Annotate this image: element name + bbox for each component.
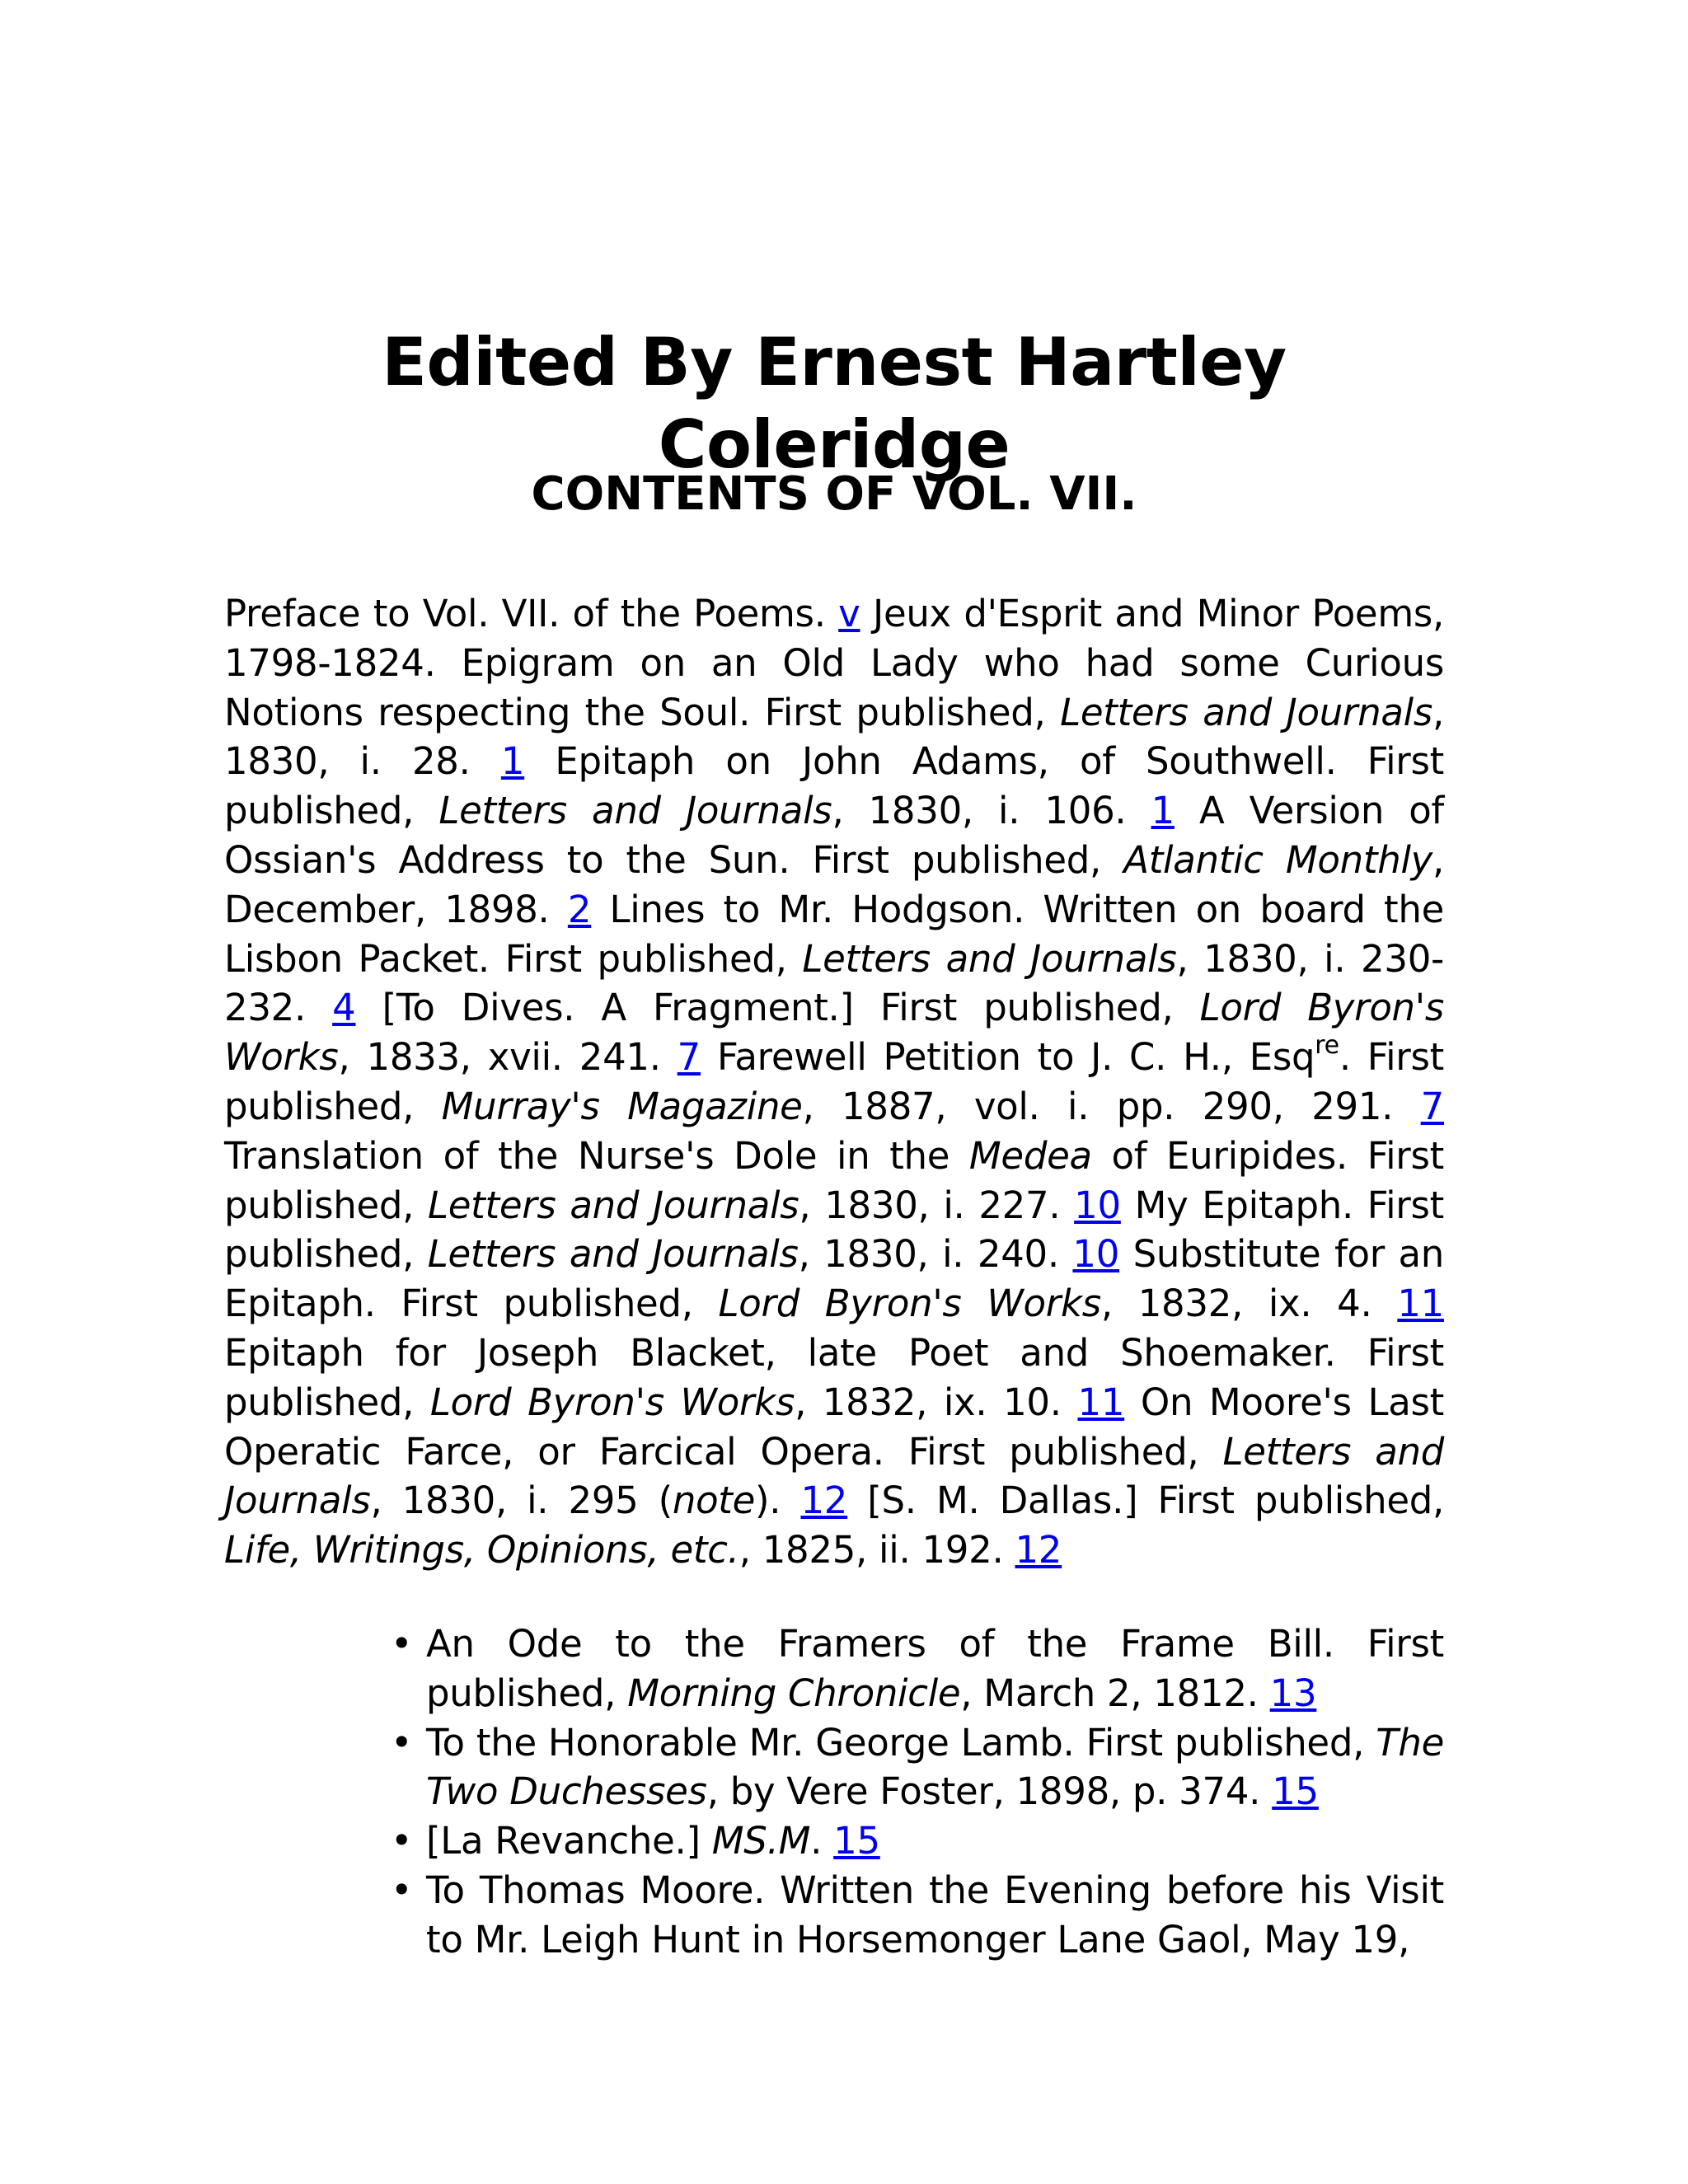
page-link[interactable]: 1 — [1151, 789, 1175, 833]
contents-paragraph — [224, 589, 1444, 1575]
page-link[interactable]: 2 — [567, 887, 592, 931]
entry-text: . First published, — [224, 1035, 1444, 1128]
page-link[interactable]: 15 — [833, 1819, 880, 1863]
source-title: MS.M — [711, 1819, 811, 1863]
entry-text: Translation of the Nurse's Dole in the — [224, 1133, 969, 1178]
page-link[interactable]: 10 — [1074, 1183, 1121, 1227]
page-link[interactable]: 12 — [800, 1479, 848, 1523]
entry-text: , 1833, xvii. 241. — [338, 1035, 678, 1080]
entry-text: . — [810, 1819, 834, 1863]
entry-text: ). — [755, 1479, 801, 1523]
source-title: Letters and Journals — [1060, 690, 1432, 734]
source-title: Letters and Journals — [438, 789, 832, 833]
entry-text: of Euripides. First published, — [224, 1133, 1444, 1227]
entry-text: , 1830, i. 227. — [799, 1183, 1075, 1227]
page-link[interactable]: 11 — [1397, 1282, 1444, 1326]
source-title: Morning Chronicle — [627, 1671, 961, 1715]
entry-text: , March 2, 1812. — [960, 1671, 1270, 1715]
page-link[interactable]: 11 — [1077, 1380, 1125, 1424]
entry-text: [S. M. Dallas.] First published, — [847, 1479, 1445, 1523]
entry-text: Jeux d'Esprit and Minor Poems, 1798-1824. Epigram on an Old Lady who had some Curious Notions respecting the Soul. First published, — [224, 592, 1444, 734]
entry-text: Lines to Mr. Hodgson. Written on board the Lisbon Packet. First published, — [224, 887, 1444, 981]
page-link[interactable]: 7 — [1420, 1084, 1444, 1128]
entry-text: , 1830, i. 106. — [832, 789, 1151, 833]
bullet-icon: • — [391, 1868, 413, 1912]
entry-text: , 1830, i. 240. — [798, 1232, 1073, 1277]
source-title: Letters and Journals — [427, 1183, 799, 1227]
note-label: note — [672, 1479, 756, 1523]
page-link[interactable]: 7 — [677, 1035, 701, 1080]
entry-text: [To Dives. A Fragment.] First published, — [355, 986, 1200, 1030]
entry-text: To Thomas Moore. Written the Evening before his Visit to Mr. Leigh Hunt in Horsemonger Lane Gaol, May 19, — [426, 1868, 1444, 1961]
source-title: Lord Byron's Works — [429, 1380, 795, 1424]
page-link[interactable]: 12 — [1015, 1528, 1062, 1572]
entry-text: Substitute for an Epitaph. First published, — [224, 1232, 1444, 1326]
page-link[interactable]: v — [838, 592, 860, 635]
entry-text: , 1832, ix. 10. — [795, 1380, 1078, 1424]
source-title: Murray's Magazine — [441, 1084, 803, 1128]
entry-text: [La Revanche.] — [426, 1819, 712, 1863]
source-title: Lord Byron's Works — [718, 1282, 1101, 1326]
source-title: Medea — [968, 1133, 1092, 1178]
source-title: Lord Byron's Works — [224, 986, 1444, 1080]
entry-text: , 1887, vol. i. pp. 290, 291. — [802, 1084, 1421, 1128]
bullet-icon: • — [391, 1622, 413, 1666]
author-heading: Edited By Ernest Hartley Coleridge — [382, 324, 1287, 483]
entry-text: On Moore's Last Operatic Farce, or Farcical Opera. First published, — [224, 1380, 1444, 1474]
entry-text: , 1825, ii. 192. — [738, 1528, 1015, 1572]
source-title: Letters and Journals — [427, 1232, 799, 1277]
entry-text: , 1830, i. 295 ( — [370, 1479, 673, 1523]
list-item — [391, 1718, 1444, 1817]
page-link[interactable]: 1 — [500, 739, 525, 784]
entry-text: , December, 1898. — [224, 837, 1444, 931]
page-link[interactable]: 13 — [1269, 1671, 1317, 1715]
source-title: Letters and Journals — [802, 936, 1177, 981]
source-title: Life, Writings, Opinions, etc. — [224, 1528, 739, 1572]
entry-text: Preface to Vol. VII. of the Poems. — [224, 592, 839, 635]
entry-text: An Ode to the Framers of the Frame Bill. First published, — [426, 1622, 1444, 1715]
list-item — [391, 1816, 1444, 1866]
entry-text: Epitaph for Joseph Blacket, late Poet and Shoemaker. First published, — [224, 1330, 1444, 1424]
contents-title: CONTENTS OF VOL. VII. — [531, 467, 1137, 521]
contents-list — [391, 1619, 1444, 1965]
page-link[interactable]: 15 — [1272, 1769, 1319, 1814]
page-link[interactable]: 10 — [1072, 1232, 1120, 1277]
superscript: re — [1315, 1031, 1339, 1061]
source-title: The Two Duchesses — [426, 1720, 1444, 1814]
entry-text: To the Honorable Mr. George Lamb. First published, — [426, 1720, 1376, 1765]
entry-text: My Epitaph. First published, — [224, 1183, 1444, 1277]
source-title: Atlantic Monthly — [1123, 837, 1432, 882]
entry-text: , by Vere Foster, 1898, p. 374. — [706, 1769, 1273, 1814]
entry-text: A Version of Ossian's Address to the Sun. First published, — [224, 789, 1444, 882]
entry-text: Epitaph on John Adams, of Southwell. First published, — [224, 739, 1444, 833]
entry-text: , 1830, i. 230-232. — [224, 936, 1444, 1030]
list-item — [391, 1866, 1444, 1965]
entry-text: , 1830, i. 28. — [224, 690, 1444, 784]
list-item — [391, 1619, 1444, 1718]
entry-text: Farewell Petition to J. C. H., Esq — [701, 1035, 1315, 1080]
entry-text: , 1832, ix. 4. — [1100, 1282, 1398, 1326]
bullet-icon: • — [391, 1819, 413, 1863]
source-title: Letters and Journals — [224, 1429, 1444, 1523]
bullet-icon: • — [391, 1720, 413, 1765]
page-link[interactable]: 4 — [332, 986, 356, 1030]
